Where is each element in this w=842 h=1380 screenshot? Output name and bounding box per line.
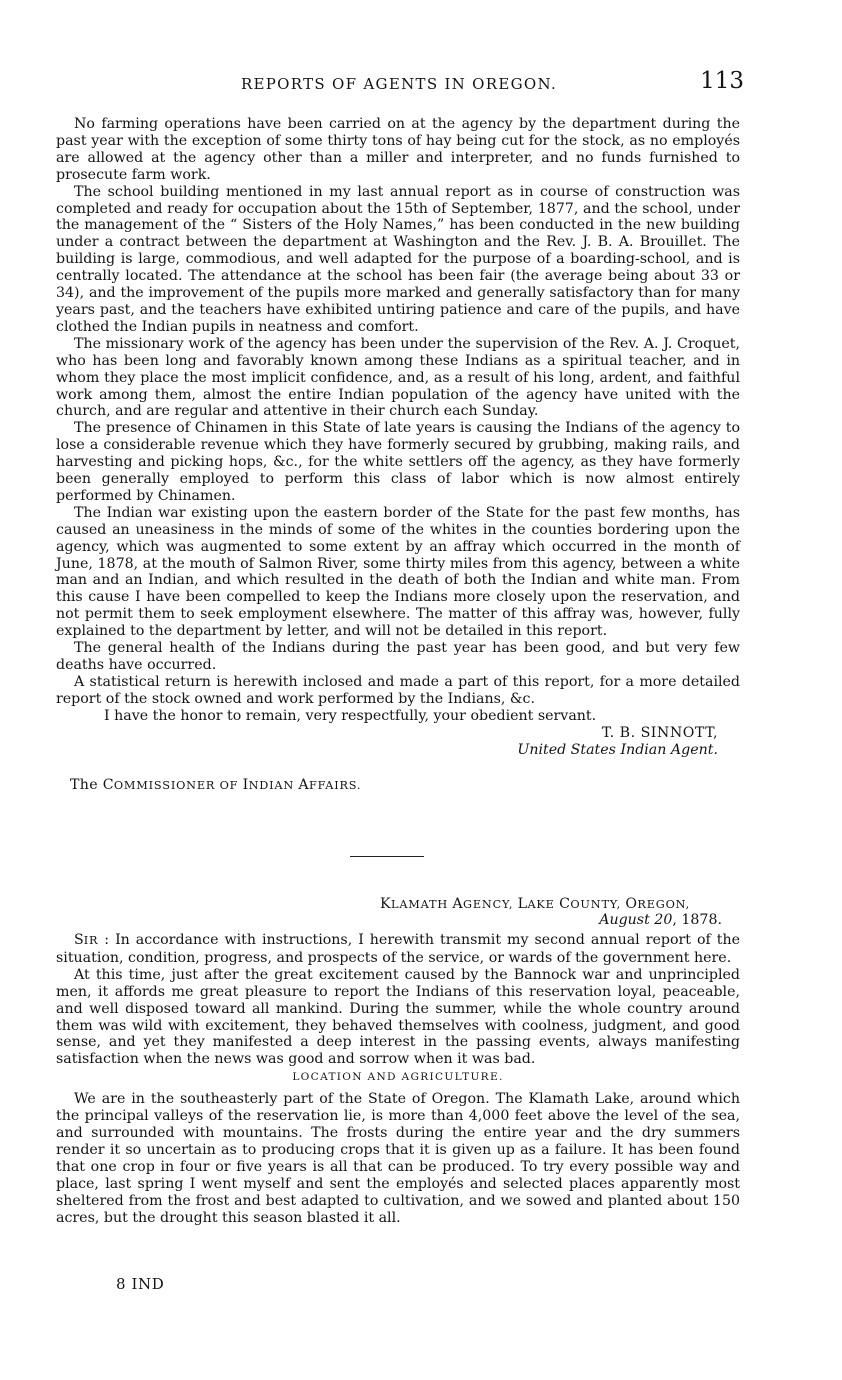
paragraph-salutation bbox=[56, 932, 740, 967]
addressee-line bbox=[56, 777, 740, 793]
report-body-siletz bbox=[56, 116, 740, 793]
closing-line: I have the honor to remain, very respectfully, your obedient servant. bbox=[104, 707, 597, 724]
addressee-the: The bbox=[70, 776, 103, 793]
signature-mark: 8 IND bbox=[116, 1275, 165, 1293]
running-head: REPORTS OF AGENTS IN OREGON. bbox=[240, 75, 558, 93]
salutation-body: In accordance with instructions, I herewith transmit my second annual report of the situation, condition, progress, and prospects of the service, or wards of the government here. bbox=[56, 932, 740, 966]
place-lake: AKE bbox=[527, 898, 560, 911]
place-initial-k: K bbox=[380, 896, 392, 912]
place-klamath: LAMATH bbox=[391, 898, 453, 911]
place-initial-a: A bbox=[452, 896, 464, 912]
signature-block bbox=[56, 725, 740, 759]
report-body-klamath bbox=[56, 932, 740, 1227]
addressee-initial-c: C bbox=[102, 776, 114, 793]
signer-name: T. B. SINNOTT, bbox=[601, 724, 718, 741]
paragraph-missionary: The missionary work of the agency has been under the supervision of the Rev. A. J. Croquet, who has been long and favorably known among these Indians as a spiritual teacher, and in whom they place the most implicit confidence, and, as a result of his long, ardent, and faithful work among them, almost the entire Indian population of the agency have united with the church, and are regular and attentive in their church each Sunday. bbox=[56, 335, 740, 420]
addressee-initial-a: A bbox=[298, 776, 309, 793]
paragraph-school: The school building mentioned in my last annual report as in course of construction was completed and ready for occupation about the 15th of September, 1877, and the school, under the management of the “ Sisters of the Holy Names,” has been conducted in the new building under a contract between the department at Washington and the Rev. J. B. A. Brouillet. The building is large, commodious, and well adapted for the purpose of a boarding-school, and is centrally located. The attendance at the school has been fair (the average being about 33 or 34), and the improvement of the pupils more marked and generally satisfactory than for many years past, and the teachers have exhibited untiring patience and care of the pupils, and have clothed the Indian pupils in neatness and comfort. bbox=[56, 183, 740, 335]
date-year: , 1878. bbox=[672, 912, 722, 928]
salutation-colon: : bbox=[98, 932, 110, 948]
paragraph-farming: No farming operations have been carried on at the agency by the department during the past year with the exception of some thirty tons of hay being cut for the stock, as no employés are allowed at the agency other than a miller and interpreter, and no funds furnished to prosecute farm work. bbox=[56, 116, 740, 183]
page-header bbox=[54, 66, 744, 102]
place-county: OUNTY, bbox=[570, 898, 626, 911]
place-line bbox=[56, 896, 740, 912]
salutation-initial-s: S bbox=[74, 932, 84, 948]
date-month-day: August 20 bbox=[599, 912, 673, 928]
paragraph-bannock-war: At this time, just after the great excitement caused by the Bannock war and unprincipled men, it affords me great pleasure to report the Indians of this reservation loyal, peaceable, and well disposed toward all mankind. During the summer, while the whole country around them was wild with excitement, they behaved themselves with coolness, judgment, and good sense, and yet they manifested a deep interest in the passing events, always manifesting satisfaction when the news was good and sorrow when it was bad. bbox=[56, 966, 740, 1068]
addressee-affairs: FFAIRS. bbox=[308, 778, 362, 792]
place-agency: GENCY, bbox=[463, 898, 518, 911]
addressee-commissioner: OMMISSIONER OF bbox=[113, 778, 243, 792]
place-initial-l: L bbox=[517, 896, 528, 912]
paragraph-health: The general health of the Indians during the past year has been good, and but very few deaths have occurred. bbox=[56, 640, 740, 673]
place-initial-o: O bbox=[625, 896, 638, 912]
date-line bbox=[56, 912, 740, 928]
section-heading-location: LOCATION AND AGRICULTURE. bbox=[292, 1071, 504, 1084]
place-oregon: REGON, bbox=[637, 898, 690, 911]
addressee-initial-i: I bbox=[242, 776, 249, 793]
addressee-indian: NDIAN bbox=[248, 778, 299, 792]
page-number: 113 bbox=[700, 68, 744, 94]
paragraph-location: We are in the southeasterly part of the State of Oregon. The Klamath Lake, around which the principal valleys of the reservation lie, is more than 4,000 feet above the level of the sea, and surrounded with mountains. The frosts during the entire year and the dry summers render it so uncertain as to producing crops that it is given up as a failure. It has been found that one crop in four or five years is all that can be produced. To try every possible way and place, last spring I went myself and sent the employés and selected places apparently most sheltered from the frost and best adapted to cultivation, and we sowed and planted about 150 acres, but the drought this season blasted it all. bbox=[56, 1091, 740, 1226]
section-divider-rule bbox=[350, 856, 424, 857]
paragraph-chinamen: The presence of Chinamen in this State of late years is causing the Indians of the agency to lose a considerable revenue which they have formerly secured by grubbing, making rails, and harvesting and picking hops, &c., for the white settlers off the agency, as they have formerly been generally employed to perform this class of labor which is now almost entirely performed by Chinamen. bbox=[56, 420, 740, 504]
paragraph-statistics: A statistical return is herewith inclosed and made a part of this report, for a more detailed report of the stock owned and work performed by the Indians, &c. bbox=[56, 673, 740, 707]
signer-title: United States Indian Agent. bbox=[517, 741, 718, 758]
place-initial-c: C bbox=[559, 896, 571, 912]
dateline-block bbox=[56, 896, 740, 928]
salutation-ir: IR bbox=[83, 934, 99, 947]
paragraph-indian-war: The Indian war existing upon the eastern border of the State for the past few months, has caused an uneasiness in the minds of some of the whites in the counties bordering upon the agency, which was augmented to some extent by an affray which occurred in the month of June, 1878, at the mouth of Salmon River, some thirty miles from this agency, between a white man and an Indian, and which resulted in the death of both the Indian and white man. From this cause I have been compelled to keep the Indians more closely upon the reservation, and not permit them to seek employment elsewhere. The matter of this affray was, however, fully explained to the department by letter, and will not be detailed in this report. bbox=[56, 504, 740, 640]
